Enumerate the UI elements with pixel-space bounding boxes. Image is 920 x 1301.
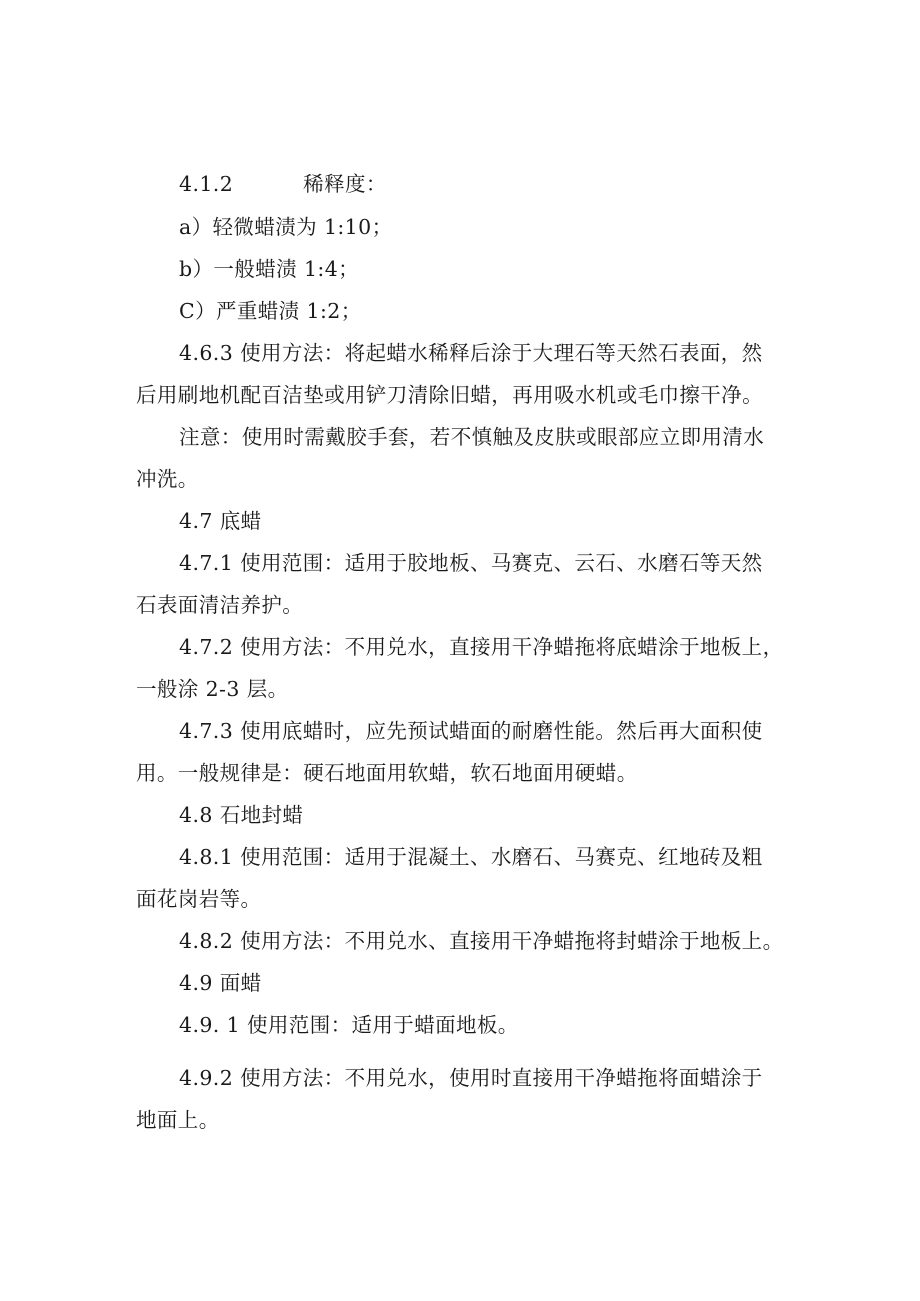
section-number: 4.1.2 bbox=[179, 172, 234, 196]
paragraph-4-7-2-line-1: 4.7.2 使用方法：不用兑水，直接用干净蜡拖将底蜡涂于地板上， bbox=[179, 635, 784, 659]
paragraph-4-8-1-line-2: 面花岗岩等。 bbox=[136, 887, 262, 911]
dilution-item-b: b）一般蜡渍 1:4； bbox=[179, 257, 360, 281]
paragraph-4-9-2-line-1: 4.9.2 使用方法：不用兑水，使用时直接用干净蜡拖将面蜡涂于 bbox=[179, 1066, 763, 1090]
heading-4-7: 4.7 底蜡 bbox=[179, 509, 262, 533]
dilution-item-c: C）严重蜡渍 1:2； bbox=[179, 299, 362, 323]
note-line-2: 冲洗。 bbox=[136, 467, 199, 491]
paragraph-4-7-1-line-1: 4.7.1 使用范围：适用于胶地板、马赛克、云石、水磨石等天然 bbox=[179, 551, 763, 575]
section-4-1-2-heading bbox=[179, 172, 839, 196]
section-title: 稀释度： bbox=[303, 172, 387, 196]
dilution-item-a: a）轻微蜡渍为 1:10； bbox=[179, 215, 393, 239]
paragraph-4-9-1-line-1: 4.9. 1 使用范围：适用于蜡面地板。 bbox=[179, 1013, 519, 1037]
paragraph-4-6-3-line-1: 4.6.3 使用方法：将起蜡水稀释后涂于大理石等天然石表面，然 bbox=[179, 341, 763, 365]
heading-4-8: 4.8 石地封蜡 bbox=[179, 803, 304, 827]
paragraph-4-8-2-line-1: 4.8.2 使用方法：不用兑水、直接用干净蜡拖将封蜡涂于地板上。 bbox=[179, 929, 784, 953]
paragraph-4-7-3-line-1: 4.7.3 使用底蜡时，应先预试蜡面的耐磨性能。然后再大面积使 bbox=[179, 719, 763, 743]
note-line-1: 注意：使用时需戴胶手套，若不慎触及皮肤或眼部应立即用清水 bbox=[179, 425, 765, 449]
paragraph-4-6-3-line-2: 后用刷地机配百洁垫或用铲刀清除旧蜡，再用吸水机或毛巾擦干净。 bbox=[136, 383, 763, 407]
paragraph-4-8-1-line-1: 4.8.1 使用范围：适用于混凝土、水磨石、马赛克、红地砖及粗 bbox=[179, 845, 763, 869]
heading-4-9: 4.9 面蜡 bbox=[179, 971, 262, 995]
paragraph-4-9-2-line-2: 地面上。 bbox=[136, 1108, 220, 1132]
paragraph-4-7-1-line-2: 石表面清洁养护。 bbox=[136, 593, 304, 617]
paragraph-4-7-2-line-2: 一般涂 2-3 层。 bbox=[136, 677, 289, 701]
paragraph-4-7-3-line-2: 用。一般规律是：硬石地面用软蜡，软石地面用硬蜡。 bbox=[136, 761, 638, 785]
